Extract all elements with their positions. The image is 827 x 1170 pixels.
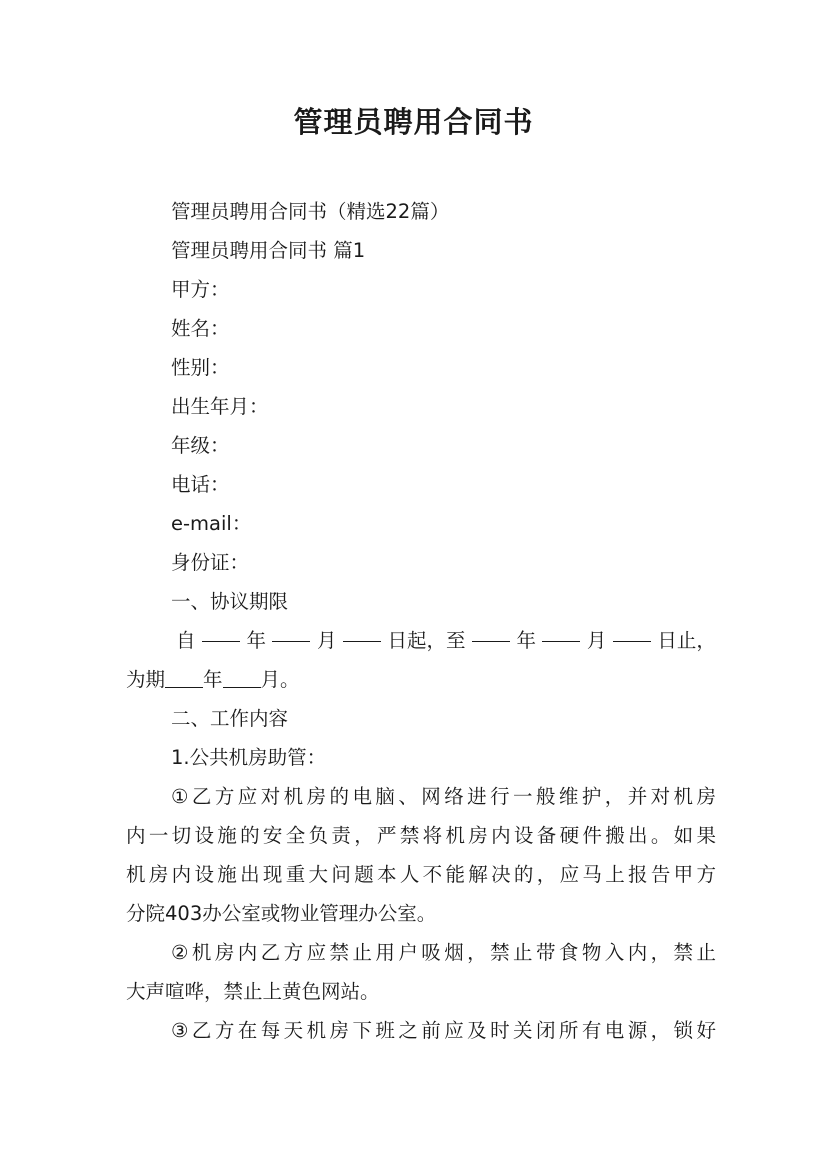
term-period-text: 为期 [126,668,166,691]
document-title: 管理员聘用合同书 [293,105,534,139]
term-from-text: 自 [176,629,196,652]
term-day-text: 日起，至 [387,629,466,652]
birth-field: 出生年月： [171,395,269,418]
subtitle-line: 管理员聘用合同书（精选22篇） [171,200,450,223]
email-field: e-mail： [171,512,252,535]
blank-day-end [613,621,651,642]
term-period-year-text: 年 [203,668,223,691]
term-month-end-text: 月 [586,629,607,652]
term-month-text: 月 [316,629,337,652]
paragraph-2-line-2: 大声喧哗，禁止上黄色网站。 [126,980,380,1003]
term-day-end-text: 日止， [657,629,716,652]
blank-day-start [343,621,381,642]
part-heading: 管理员聘用合同书 篇1 [171,239,366,262]
party-a-field: 甲方： [171,278,230,301]
blank-period-month [223,667,261,688]
name-field: 姓名： [171,317,230,340]
paragraph-1-line-3: 机房内设施出现重大问题本人不能解决的，应马上报告甲方 [126,863,716,886]
term-line [126,621,716,660]
document-body [126,192,716,1050]
term-year-end-text: 年 [516,629,536,652]
gender-field: 性别： [171,356,230,379]
blank-year-end [472,621,510,642]
blank-month-end [542,621,580,642]
term-period-line [126,660,716,699]
term-period-month-text: 月。 [260,668,300,691]
paragraph-3-line-1: ③乙方在每天机房下班之前应及时关闭所有电源，锁好 [171,1019,716,1042]
blank-month-start [272,621,310,642]
phone-field: 电话： [171,473,230,496]
id-card-field: 身份证： [171,551,250,574]
paragraph-1-line-1: ①乙方应对机房的电脑、网络进行一般维护，并对机房 [171,785,716,808]
paragraph-2-line-1: ②机房内乙方应禁止用户吸烟，禁止带食物入内，禁止 [171,941,716,964]
section-heading-term: 一、协议期限 [171,590,289,613]
paragraph-1-line-4: 分院403办公室或物业管理办公室。 [126,902,437,925]
paragraph-1-line-2: 内一切设施的安全负责，严禁将机房内设备硬件搬出。如果 [126,824,716,847]
grade-field: 年级： [171,434,230,457]
blank-period-year [165,667,203,688]
blank-year-start [202,621,240,642]
term-year-text: 年 [246,629,266,652]
section-heading-work: 二、工作内容 [171,707,289,730]
item-heading: 1.公共机房助管： [171,746,327,769]
